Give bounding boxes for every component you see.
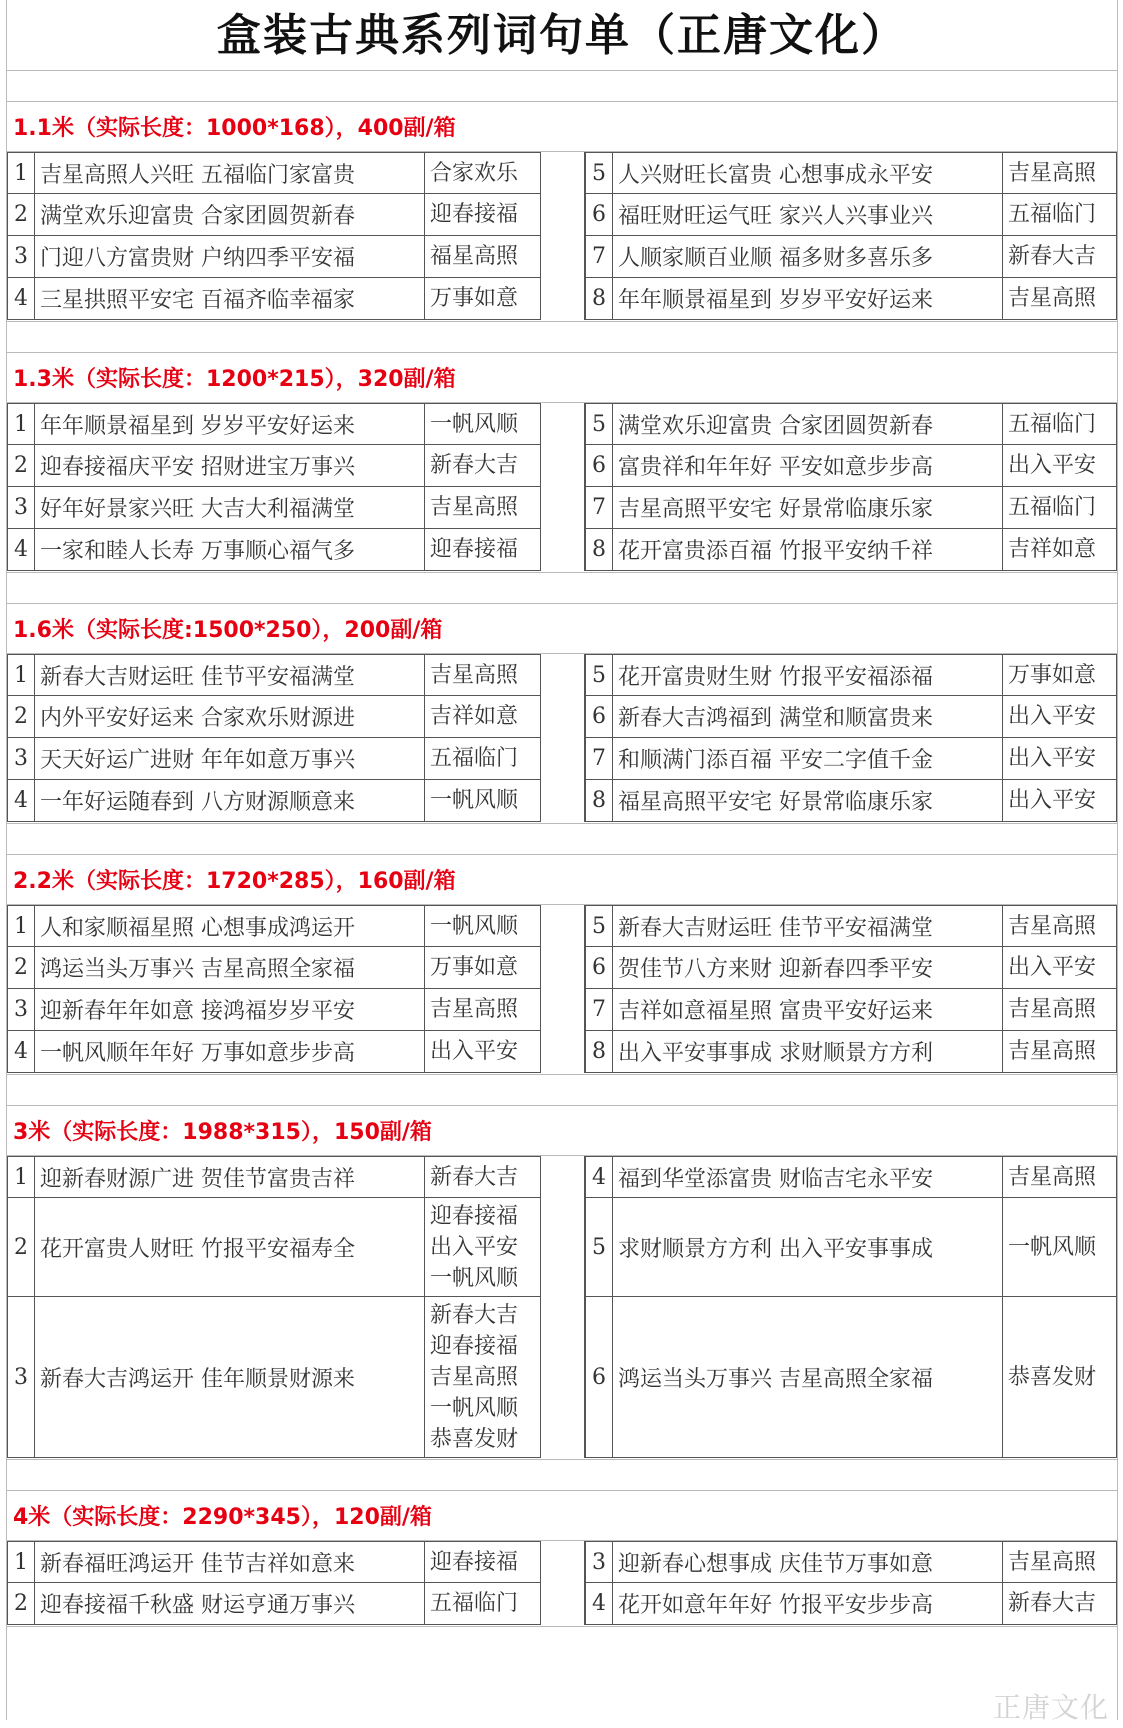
row-number: 3 xyxy=(7,236,35,278)
tag-text: 恭喜发财 xyxy=(1008,1364,1097,1390)
couplet-text: 富贵祥和年年好 平安如意步步高 xyxy=(613,445,1003,487)
horizontal-scroll-tags xyxy=(425,654,541,696)
horizontal-scroll-tags xyxy=(425,780,541,822)
tag-text: 出入平安 xyxy=(430,1039,519,1064)
row-number: 2 xyxy=(7,1583,35,1625)
column-gap xyxy=(541,905,585,1073)
row-number: 4 xyxy=(585,1156,613,1198)
horizontal-scroll-tags xyxy=(1003,529,1117,571)
tag-text: 吉星高照 xyxy=(430,1364,519,1390)
tag-text: 出入平安 xyxy=(430,1234,519,1260)
couplet-text: 花开富贵人财旺 竹报平安福寿全 xyxy=(35,1198,425,1297)
section-spacer xyxy=(7,824,1117,855)
row-number: 5 xyxy=(585,1198,613,1297)
column-gap xyxy=(541,654,585,822)
row-number: 1 xyxy=(7,905,35,947)
tag-text: 新春大吉 xyxy=(1008,1591,1097,1616)
tag-text: 吉星高照 xyxy=(430,662,519,688)
section-header: 1.6米（实际长度:1500*250），200副/箱 xyxy=(7,604,1117,654)
tag-text: 吉星高照 xyxy=(1008,1164,1097,1190)
horizontal-scroll-tags xyxy=(425,1297,541,1458)
row-number: 6 xyxy=(585,1297,613,1458)
table-left-half xyxy=(7,1541,541,1625)
row-number: 4 xyxy=(7,1031,35,1073)
tag-text: 万事如意 xyxy=(430,955,519,980)
couplet-text: 一家和睦人长寿 万事顺心福气多 xyxy=(35,529,425,571)
horizontal-scroll-tags xyxy=(1003,487,1117,529)
tag-text: 出入平安 xyxy=(1008,788,1097,813)
tag-text: 万事如意 xyxy=(1008,662,1097,688)
row-number: 7 xyxy=(585,989,613,1031)
couplet-text: 迎春接福千秋盛 财运亨通万事兴 xyxy=(35,1583,425,1625)
couplet-text: 鸿运当头万事兴 吉星高照全家福 xyxy=(613,1297,1003,1458)
row-number: 2 xyxy=(7,696,35,738)
row-number: 3 xyxy=(585,1541,613,1583)
horizontal-scroll-tags xyxy=(425,905,541,947)
horizontal-scroll-tags xyxy=(1003,1297,1117,1458)
table-left-half xyxy=(7,1156,541,1458)
column-gap xyxy=(541,1156,585,1458)
row-number: 1 xyxy=(7,1156,35,1198)
horizontal-scroll-tags xyxy=(425,989,541,1031)
couplet-text: 好年好景家兴旺 大吉大利福满堂 xyxy=(35,487,425,529)
couplet-text: 一帆风顺年年好 万事如意步步高 xyxy=(35,1031,425,1073)
tag-text: 吉星高照 xyxy=(430,997,519,1022)
row-number: 8 xyxy=(585,529,613,571)
couplet-text: 新春大吉鸿运开 佳年顺景财源来 xyxy=(35,1297,425,1458)
row-number: 7 xyxy=(585,236,613,278)
couplet-text: 迎春接福庆平安 招财进宝万事兴 xyxy=(35,445,425,487)
horizontal-scroll-tags xyxy=(425,445,541,487)
section-spacer xyxy=(7,322,1117,353)
couplet-text: 吉祥如意福星照 富贵平安好运来 xyxy=(613,989,1003,1031)
couplet-text: 新春大吉财运旺 佳节平安福满堂 xyxy=(35,654,425,696)
couplet-text: 吉星高照平安宅 好景常临康乐家 xyxy=(613,487,1003,529)
section-header: 2.2米（实际长度：1720*285），160副/箱 xyxy=(7,855,1117,905)
horizontal-scroll-tags xyxy=(1003,905,1117,947)
table-right-half xyxy=(585,1156,1117,1458)
row-number: 8 xyxy=(585,278,613,320)
row-number: 1 xyxy=(7,1541,35,1583)
row-number: 4 xyxy=(7,780,35,822)
couplet-text: 新春大吉财运旺 佳节平安福满堂 xyxy=(613,905,1003,947)
horizontal-scroll-tags xyxy=(425,947,541,989)
horizontal-scroll-tags xyxy=(1003,989,1117,1031)
row-number: 1 xyxy=(7,403,35,445)
section-spacer xyxy=(7,1075,1117,1106)
horizontal-scroll-tags xyxy=(1003,780,1117,822)
couplet-text: 花开如意年年好 竹报平安步步高 xyxy=(613,1583,1003,1625)
column-gap xyxy=(541,152,585,320)
tag-text: 吉星高照 xyxy=(1008,913,1097,939)
horizontal-scroll-tags xyxy=(425,487,541,529)
tag-text: 新春大吉 xyxy=(430,1164,519,1190)
horizontal-scroll-tags xyxy=(1003,152,1117,194)
row-number: 8 xyxy=(585,1031,613,1073)
horizontal-scroll-tags xyxy=(1003,445,1117,487)
table-left-half xyxy=(7,152,541,320)
couplet-text: 满堂欢乐迎富贵 合家团圆贺新春 xyxy=(35,194,425,236)
tag-text: 五福临门 xyxy=(430,746,519,771)
couplet-text: 人顺家顺百业顺 福多财多喜乐多 xyxy=(613,236,1003,278)
horizontal-scroll-tags xyxy=(1003,696,1117,738)
horizontal-scroll-tags xyxy=(425,1156,541,1198)
couplet-text: 门迎八方富贵财 户纳四季平安福 xyxy=(35,236,425,278)
tag-text: 恭喜发财 xyxy=(430,1426,519,1452)
row-number: 2 xyxy=(7,194,35,236)
table-right-half xyxy=(585,654,1117,822)
row-number: 5 xyxy=(585,654,613,696)
tag-text: 吉星高照 xyxy=(1008,997,1097,1022)
tag-text: 吉星高照 xyxy=(1008,286,1097,311)
row-number: 4 xyxy=(7,529,35,571)
row-number: 1 xyxy=(7,654,35,696)
row-number: 5 xyxy=(585,905,613,947)
row-number: 7 xyxy=(585,738,613,780)
couplet-text: 年年顺景福星到 岁岁平安好运来 xyxy=(613,278,1003,320)
section-header: 1.3米（实际长度：1200*215），320副/箱 xyxy=(7,353,1117,403)
section-header: 4米（实际长度：2290*345），120副/箱 xyxy=(7,1491,1117,1541)
section-spacer xyxy=(7,573,1117,604)
tag-text: 一帆风顺 xyxy=(430,788,519,813)
tag-text: 吉祥如意 xyxy=(430,704,519,729)
horizontal-scroll-tags xyxy=(1003,1031,1117,1073)
tag-text: 迎春接福 xyxy=(430,1203,519,1229)
row-number: 6 xyxy=(585,947,613,989)
horizontal-scroll-tags xyxy=(425,696,541,738)
row-number: 4 xyxy=(585,1583,613,1625)
tag-text: 万事如意 xyxy=(430,286,519,311)
row-number: 5 xyxy=(585,152,613,194)
horizontal-scroll-tags xyxy=(425,1198,541,1297)
tag-text: 出入平安 xyxy=(1008,704,1097,729)
section-table xyxy=(7,1156,1117,1460)
row-number: 2 xyxy=(7,1198,35,1297)
horizontal-scroll-tags xyxy=(425,1031,541,1073)
row-number: 6 xyxy=(585,696,613,738)
tag-text: 迎春接福 xyxy=(430,1333,519,1359)
row-number: 3 xyxy=(7,487,35,529)
tag-text: 出入平安 xyxy=(1008,453,1097,478)
couplet-text: 和顺满门添百福 平安二字值千金 xyxy=(613,738,1003,780)
tag-text: 迎春接福 xyxy=(430,1549,519,1575)
tag-text: 五福临门 xyxy=(1008,202,1097,227)
table-left-half xyxy=(7,403,541,571)
tag-text: 新春大吉 xyxy=(1008,244,1097,269)
couplet-text: 求财顺景方方利 出入平安事事成 xyxy=(613,1198,1003,1297)
tag-text: 吉星高照 xyxy=(430,495,519,520)
horizontal-scroll-tags xyxy=(425,278,541,320)
tag-text: 新春大吉 xyxy=(430,1302,519,1328)
table-right-half xyxy=(585,403,1117,571)
section-table xyxy=(7,403,1117,573)
couplet-text: 花开富贵财生财 竹报平安福添福 xyxy=(613,654,1003,696)
row-number: 8 xyxy=(585,780,613,822)
couplet-text: 内外平安好运来 合家欢乐财源进 xyxy=(35,696,425,738)
couplet-text: 花开富贵添百福 竹报平安纳千祥 xyxy=(613,529,1003,571)
horizontal-scroll-tags xyxy=(425,1541,541,1583)
horizontal-scroll-tags xyxy=(1003,738,1117,780)
couplet-text: 新春大吉鸿福到 满堂和顺富贵来 xyxy=(613,696,1003,738)
row-number: 2 xyxy=(7,947,35,989)
row-number: 3 xyxy=(7,989,35,1031)
tag-text: 一帆风顺 xyxy=(430,913,519,939)
table-left-half xyxy=(7,654,541,822)
tag-text: 出入平安 xyxy=(1008,746,1097,771)
horizontal-scroll-tags xyxy=(1003,654,1117,696)
tag-text: 五福临门 xyxy=(1008,495,1097,520)
horizontal-scroll-tags xyxy=(1003,1583,1117,1625)
couplet-text: 满堂欢乐迎富贵 合家团圆贺新春 xyxy=(613,403,1003,445)
section-table xyxy=(7,1541,1117,1627)
section-table xyxy=(7,152,1117,322)
tag-text: 新春大吉 xyxy=(430,453,519,478)
tag-text: 一帆风顺 xyxy=(430,1265,519,1291)
horizontal-scroll-tags xyxy=(425,152,541,194)
tag-text: 吉星高照 xyxy=(1008,160,1097,186)
horizontal-scroll-tags xyxy=(1003,1198,1117,1297)
section-spacer xyxy=(7,71,1117,102)
horizontal-scroll-tags xyxy=(425,529,541,571)
section-spacer xyxy=(7,1460,1117,1491)
tag-text: 吉祥如意 xyxy=(1008,537,1097,562)
section-table xyxy=(7,654,1117,824)
section-table xyxy=(7,905,1117,1075)
couplet-text: 福到华堂添富贵 财临吉宅永平安 xyxy=(613,1156,1003,1198)
horizontal-scroll-tags xyxy=(1003,947,1117,989)
tag-text: 迎春接福 xyxy=(430,537,519,562)
horizontal-scroll-tags xyxy=(425,1583,541,1625)
couplet-text: 新春福旺鸿运开 佳节吉祥如意来 xyxy=(35,1541,425,1583)
row-number: 3 xyxy=(7,738,35,780)
column-gap xyxy=(541,1541,585,1625)
couplet-text: 一年好运随春到 八方财源顺意来 xyxy=(35,780,425,822)
couplet-text: 福星高照平安宅 好景常临康乐家 xyxy=(613,780,1003,822)
tag-text: 迎春接福 xyxy=(430,202,519,227)
horizontal-scroll-tags xyxy=(1003,278,1117,320)
table-left-half xyxy=(7,905,541,1073)
column-gap xyxy=(541,403,585,571)
horizontal-scroll-tags xyxy=(1003,236,1117,278)
tag-text: 福星高照 xyxy=(430,244,519,269)
couplet-text: 天天好运广进财 年年如意万事兴 xyxy=(35,738,425,780)
horizontal-scroll-tags xyxy=(425,403,541,445)
couplet-text: 三星拱照平安宅 百福齐临幸福家 xyxy=(35,278,425,320)
tag-text: 合家欢乐 xyxy=(430,160,519,186)
table-right-half xyxy=(585,1541,1117,1625)
table-right-half xyxy=(585,152,1117,320)
tag-text: 吉星高照 xyxy=(1008,1039,1097,1064)
tag-text: 一帆风顺 xyxy=(1008,1234,1097,1260)
word-list-sheet xyxy=(6,0,1118,1720)
row-number: 3 xyxy=(7,1297,35,1458)
row-number: 5 xyxy=(585,403,613,445)
row-number: 6 xyxy=(585,445,613,487)
horizontal-scroll-tags xyxy=(425,738,541,780)
row-number: 1 xyxy=(7,152,35,194)
tag-text: 五福临门 xyxy=(430,1591,519,1616)
couplet-text: 年年顺景福星到 岁岁平安好运来 xyxy=(35,403,425,445)
tag-text: 吉星高照 xyxy=(1008,1549,1097,1575)
tag-text: 五福临门 xyxy=(1008,411,1097,437)
couplet-text: 迎新春财源广进 贺佳节富贵吉祥 xyxy=(35,1156,425,1198)
couplet-text: 迎新春年年如意 接鸿福岁岁平安 xyxy=(35,989,425,1031)
tag-text: 出入平安 xyxy=(1008,955,1097,980)
sections-container xyxy=(7,71,1117,1627)
couplet-text: 人和家顺福星照 心想事成鸿运开 xyxy=(35,905,425,947)
horizontal-scroll-tags xyxy=(1003,194,1117,236)
horizontal-scroll-tags xyxy=(1003,1156,1117,1198)
couplet-text: 鸿运当头万事兴 吉星高照全家福 xyxy=(35,947,425,989)
couplet-text: 吉星高照人兴旺 五福临门家富贵 xyxy=(35,152,425,194)
couplet-text: 迎新春心想事成 庆佳节万事如意 xyxy=(613,1541,1003,1583)
row-number: 4 xyxy=(7,278,35,320)
section-header: 3米（实际长度：1988*315），150副/箱 xyxy=(7,1106,1117,1156)
watermark: 正唐文化 xyxy=(992,1691,1109,1724)
row-number: 2 xyxy=(7,445,35,487)
row-number: 6 xyxy=(585,194,613,236)
horizontal-scroll-tags xyxy=(425,236,541,278)
tag-text: 一帆风顺 xyxy=(430,411,519,437)
couplet-text: 出入平安事事成 求财顺景方方利 xyxy=(613,1031,1003,1073)
horizontal-scroll-tags xyxy=(425,194,541,236)
section-header: 1.1米（实际长度：1000*168），400副/箱 xyxy=(7,102,1117,152)
table-right-half xyxy=(585,905,1117,1073)
page-title: 盒装古典系列词句单（正唐文化） xyxy=(7,0,1117,71)
horizontal-scroll-tags xyxy=(1003,1541,1117,1583)
couplet-text: 人兴财旺长富贵 心想事成永平安 xyxy=(613,152,1003,194)
horizontal-scroll-tags xyxy=(1003,403,1117,445)
tag-text: 一帆风顺 xyxy=(430,1395,519,1421)
couplet-text: 福旺财旺运气旺 家兴人兴事业兴 xyxy=(613,194,1003,236)
row-number: 7 xyxy=(585,487,613,529)
couplet-text: 贺佳节八方来财 迎新春四季平安 xyxy=(613,947,1003,989)
